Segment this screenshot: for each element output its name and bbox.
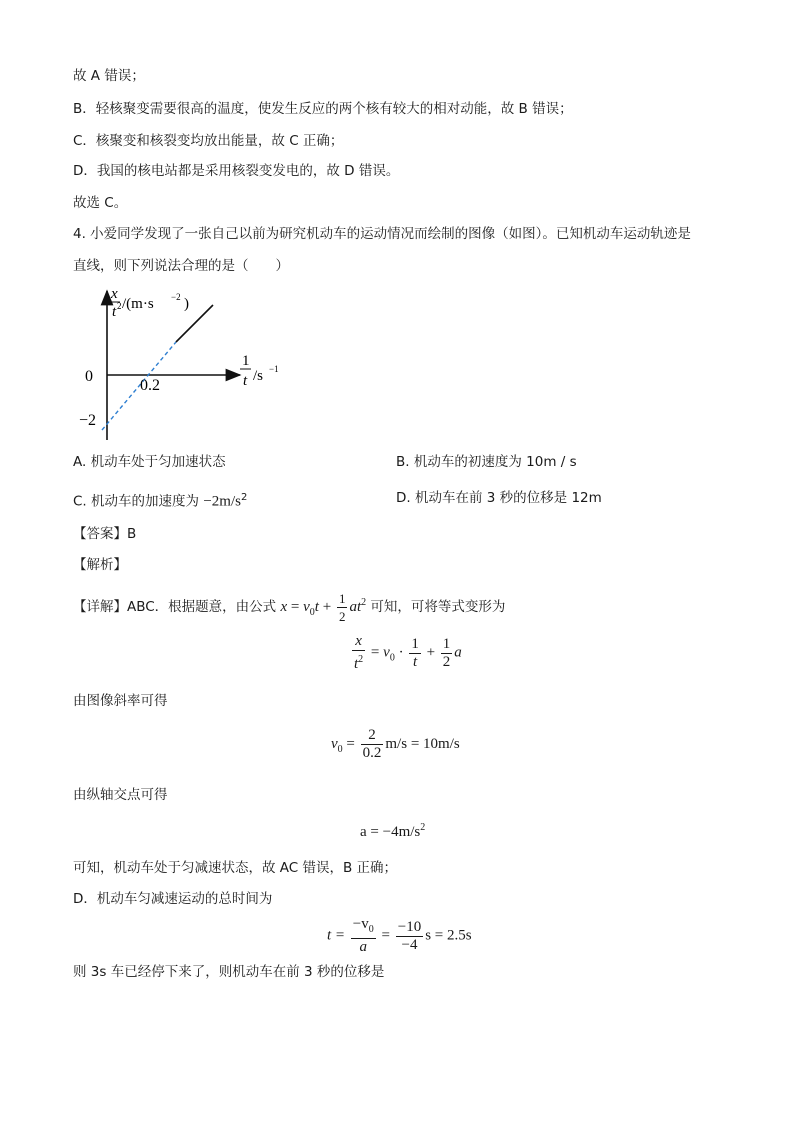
detail-prefix: 【详解】ABC．根据题意，由公式 [73,599,277,615]
prev-line-2: B．轻核聚变需要很高的温度，使发生反应的两个核有较大的相对动能，故 B 错误； [73,101,573,117]
equation-t: t = $\frac{-v_0}{a}$ = $\frac{-10}{-4}$ s = 2.5s [327,916,472,955]
x-label-unit: /s [253,368,264,384]
x-intercept-label: 0.2 [140,377,160,394]
option-c-prefix: C. 机动车的加速度为 [73,493,204,510]
option-c-value: −2m/s [203,493,241,510]
d-text: D．机动车匀减速运动的总时间为 [73,891,273,907]
eq-v0-den: 0.2 [362,745,382,761]
y-label-close: ) [184,296,189,312]
eq-t-num1: −v [352,916,369,932]
x-label-den: t [243,373,248,389]
formula-inline: $x = v_0t$ + $\frac{1}{2}$ $at^2$ [280,591,367,625]
prev-line-3: C．核聚变和核裂变均放出能量，故 C 正确； [73,133,344,149]
y-label-den: t [112,304,117,320]
option-c [73,488,247,512]
y-label-exp: −2 [171,292,181,302]
option-b: B. 机动车的初速度为 10m / s [396,454,577,470]
eq-a-exp: 2 [420,822,426,833]
last-line: 则 3s 车已经停下来了，则机动车在前 3 秒的位移是 [73,964,385,980]
eq-t-num1-sub: 0 [368,924,374,935]
eq-t-den2: −4 [401,936,418,953]
analysis-label: 【解析】 [73,557,127,573]
slope-text: 由图像斜率可得 [73,693,168,709]
prev-line-4: D．我国的核电站都是采用核裂变发电的，故 D 错误。 [73,163,400,179]
option-a: A. 机动车处于匀加速状态 [73,454,226,470]
option-d: D. 机动车在前 3 秒的位移是 12m [396,490,602,506]
equation-a [360,822,425,841]
eq-t-lhs: t = [327,927,346,944]
conclusion-text: 可知，机动车处于匀减速状态，故 AC 错误，B 正确； [73,860,398,876]
dashed-segment [102,342,176,430]
eq-v0-sub: 0 [337,743,343,755]
detail-line [73,586,505,630]
option-c-exp: 2 [240,492,248,503]
origin-label: 0 [85,368,93,385]
solid-segment [176,305,213,342]
question-line-2: 直线，则下列说法合理的是（ ） [73,258,289,274]
x-label-exp: −1 [269,364,279,374]
eq-a-text: a = −4m/s [360,824,421,840]
y-label-num: x [111,286,118,302]
y-intercept-label: −2 [79,412,97,429]
y-label-den-exp: 2 [117,301,122,311]
eq-t-num2: −10 [397,918,422,935]
prev-line-5: 故选 C。 [73,195,128,211]
y-label-unit: /(m·s [122,296,154,312]
detail-suffix: 可知，可将等式变形为 [370,599,506,615]
equation-v0 [331,727,460,762]
x-label-num: 1 [242,353,250,369]
intercept-text: 由纵轴交点可得 [73,787,168,803]
answer-label: 【答案】B [73,526,137,542]
eq-t-tail: s = 2.5s [425,927,472,944]
eq-v0-lhs: v [331,735,338,752]
prev-line-1: 故 A 错误； [73,68,145,84]
eq-t-den1: a [359,939,368,955]
equation-transformed: $\frac{x}{t^2}$ = $v_0$ · $\frac{1}{t}$ + $\frac{1}{2}$ a [354,633,462,672]
graph [75,285,375,445]
eq-v0-num: 2 [361,727,384,745]
question-line-1: 4. 小爱同学发现了一张自己以前为研究机动车的运动情况而绘制的图像（如图）。已知机动车运动轨迹是 [73,226,691,242]
eq-v0-unit: m/s = 10m/s [385,735,460,752]
eq-v0-eq: = [346,735,355,752]
